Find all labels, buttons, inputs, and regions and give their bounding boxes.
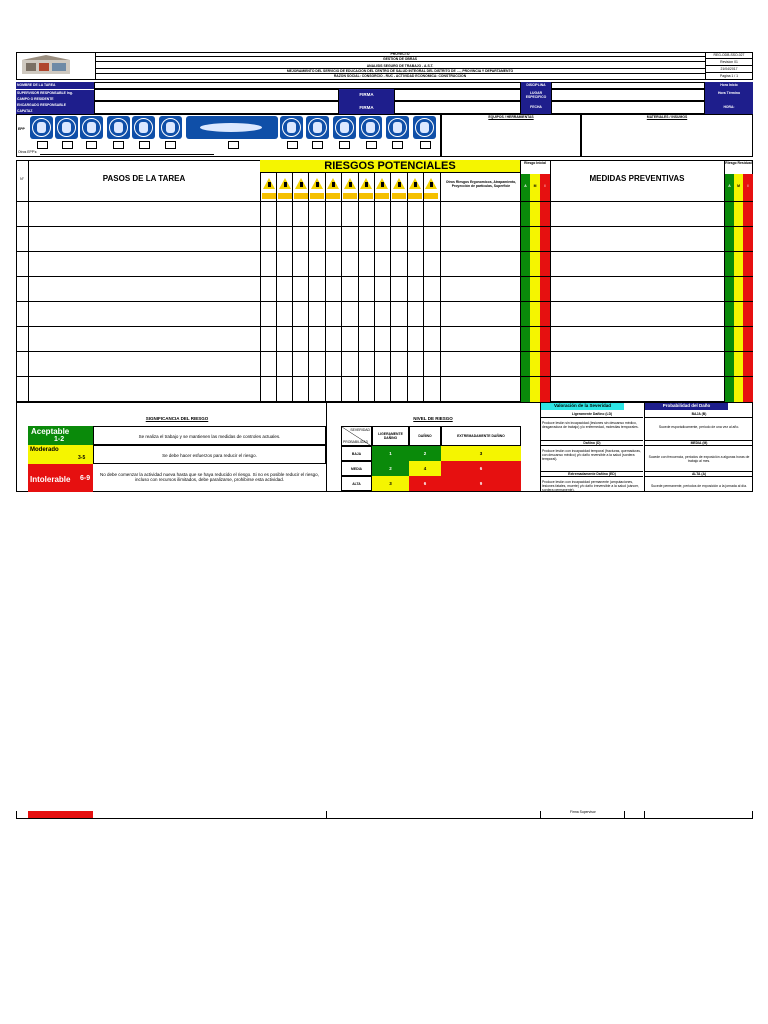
matrix-cell-6: 6: [441, 461, 521, 476]
discipline-field[interactable]: [551, 82, 705, 89]
severity-title: Valoración de la Severidad: [541, 403, 624, 410]
fire-hazard-icon: [344, 178, 357, 191]
hazard-label-8: [375, 193, 389, 199]
hazard-label-11: [424, 193, 438, 199]
responsible-label: ENCARGADO RESPONSABLE: [16, 102, 94, 108]
hz-div-1: [276, 173, 277, 402]
header-contractor: RAZON SOCIAL: CONSORCIO - RUC - ACTIVIDAD ECONOMICA: CONSTRUCCION: [333, 74, 467, 78]
matrix-row-baja: BAJA: [341, 446, 372, 461]
severity-d-label: Dañino (D): [541, 440, 643, 446]
matrix-col-ed: EXTREMADAMENTE DAÑINO: [441, 426, 521, 446]
firma-field-2[interactable]: [394, 101, 521, 114]
hazard-label-7: [359, 193, 373, 199]
num-col-header: N°: [20, 177, 24, 181]
epp-checkbox-7[interactable]: [228, 141, 239, 149]
probability-alta-label: ALTA (A): [645, 471, 753, 477]
epp-checkbox-6[interactable]: [165, 141, 176, 149]
resident-label: CAMPO O RESIDENTE: [16, 96, 94, 102]
falling-object-icon: [311, 178, 324, 191]
company-logo: [20, 54, 72, 78]
epp-checkbox-9[interactable]: [312, 141, 323, 149]
hazard-label-9: [392, 193, 406, 199]
footer-tick-2: [326, 811, 327, 818]
acceptable-text: Se realiza el trabajo y se mantienen las medidas de controles actuales.: [93, 426, 326, 445]
row-line-4: [16, 301, 753, 302]
epp-checkbox-10[interactable]: [339, 141, 350, 149]
welding-mask-icon: [333, 116, 356, 139]
face-shield-icon: [306, 116, 329, 139]
hour-label: HORA:: [705, 101, 753, 114]
matrix-cell-2: 2: [409, 446, 441, 461]
steps-col-header: PASOS DE LA TAREA: [102, 174, 186, 183]
footer-line: [16, 818, 753, 819]
residual-risk-m: M: [737, 184, 740, 188]
hazard-label-1: [262, 193, 276, 199]
electric-hazard-icon: [263, 178, 276, 191]
probability-media-text: Sucede con frecuencia, periodos de exposición a algunas horas de trabajo al mes.: [648, 455, 750, 463]
significance-intolerable: [28, 464, 93, 492]
probability-media-label: MEDIA (M): [645, 440, 753, 446]
matrix-cell-3: 3: [441, 446, 521, 461]
hazard-label-10: [408, 193, 422, 199]
initial-risk-a: A: [524, 184, 527, 188]
matrix-title: NIVEL DE RIESGO: [413, 416, 453, 421]
residual-risk-a-col: [725, 174, 734, 402]
respirator-icon: [132, 116, 155, 139]
cut-hazard-icon: [425, 178, 438, 191]
hz-div-6: [358, 173, 359, 402]
epp-checkbox-1[interactable]: [37, 141, 48, 149]
hz-div-4: [325, 173, 326, 402]
significance-title: SIGNIFICANCIA DEL RIESGO: [145, 416, 209, 421]
row-line-2: [16, 251, 753, 252]
hazard-label-5: [326, 193, 340, 199]
initial-risk-m: M: [533, 184, 537, 188]
hazard-label-4: [310, 193, 324, 199]
hazard-label-3: [294, 193, 308, 199]
matrix-cell-4: 2: [372, 461, 409, 476]
discipline-label: DISCIPLINA: [521, 82, 551, 89]
footer-red-block: [28, 811, 93, 818]
measures-left-divider: [550, 160, 551, 402]
epp-label: EPP: [18, 127, 25, 131]
probability-baja-text: Sucede esporádicamente, periodo de una vez al año.: [658, 425, 740, 429]
vest-icon: [359, 116, 382, 139]
matrix-row-alta: ALTA: [341, 476, 372, 491]
row-line-7: [16, 376, 753, 377]
supervisor-field[interactable]: [94, 89, 339, 101]
matrix-corner-bottom: PROBABILIDAD: [343, 440, 369, 444]
footer-tick-6: [752, 811, 753, 818]
boots-banner-icon: [186, 116, 278, 139]
epp-checkbox-12[interactable]: [392, 141, 403, 149]
row-line-6: [16, 351, 753, 352]
hz-div-2: [292, 173, 293, 402]
fall-hazard-icon: [279, 178, 292, 191]
matrix-col-ld: LIGERAMENTE DAÑINO: [372, 426, 409, 446]
harness-icon: [280, 116, 303, 139]
apron-icon: [413, 116, 436, 139]
row-line-5: [16, 326, 753, 327]
initial-risk-i-col: [540, 174, 550, 402]
header-form-title: ANALISIS SEGURO DE TRABAJO - A.S.T.: [95, 64, 705, 69]
moderate-range: 3-5: [78, 455, 86, 461]
moderate-text: Se debe hacer esfuerzos para reducir el riesgo.: [93, 445, 326, 464]
intolerable-range: 6-9: [80, 475, 91, 482]
toxic-hazard-icon: [376, 178, 389, 191]
other-epp-label: Otros EPP's:: [18, 150, 38, 154]
epp-checkbox-2[interactable]: [62, 141, 73, 149]
foreman-label: CAPATAZ: [16, 108, 94, 114]
task-name-label: NOMBRE DE LA TAREA: [16, 82, 94, 89]
coverall-icon: [386, 116, 409, 139]
matrix-cell-1: 1: [372, 446, 409, 461]
responsible-field[interactable]: [94, 101, 339, 114]
row-line-0: [16, 201, 753, 202]
steps-col-divider: [260, 160, 261, 402]
date-label: FECHA: [521, 101, 551, 114]
other-risks-header: Otros Riesgos Ergonomicos, Atrapamiento, Proyección de partículas, Superficie: [445, 180, 517, 188]
header-project: MEJORAMIENTO DEL SERVICIO DE EDUCACION DEL CENTRO DE SALUD INTEGRAL DEL DISTRITO DE ...., PROVINCIA Y DEPARTAMENTO: [95, 69, 705, 74]
significance-moderate: [28, 445, 93, 464]
header-area: GESTION DE OBRAS: [95, 57, 705, 62]
riesgos-title: RIESGOS POTENCIALES: [260, 160, 520, 173]
helmet-icon: [30, 116, 53, 139]
gloves-icon: [159, 116, 182, 139]
start-time-label: Hora Inicio: [705, 82, 753, 89]
hz-div-11: [440, 173, 441, 402]
noise-hazard-icon: [393, 178, 406, 191]
residual-risk-i: I: [747, 184, 749, 188]
header-page: Pagina 1 / 1: [719, 74, 739, 78]
initial-risk-i: I: [544, 184, 546, 188]
acceptable-label: Aceptable: [31, 427, 70, 436]
footer-note: Firma Supervisor: [570, 810, 596, 814]
measures-col-header: MEDIDAS PREVENTIVAS: [589, 174, 685, 183]
firma-label-2: FIRMA: [339, 101, 394, 114]
hz-div-10: [423, 173, 424, 402]
epp-checkbox-8[interactable]: [287, 141, 298, 149]
other-epp-line[interactable]: [40, 154, 214, 155]
ear-protection-icon: [80, 116, 103, 139]
matrix-cell-5: 4: [409, 461, 441, 476]
header-company: PROYECTO: [95, 52, 705, 57]
end-time-label: Hora Término: [705, 89, 753, 101]
header-code: REG-ODB-SSO-027: [705, 53, 753, 59]
residual-risk-m-col: [734, 174, 743, 402]
team-box[interactable]: [441, 114, 581, 157]
hz-div-7: [374, 173, 375, 402]
matrix-corner: [341, 426, 372, 446]
slip-hazard-icon: [295, 178, 308, 191]
epp-checkbox-13[interactable]: [420, 141, 431, 149]
hz-div-3: [308, 173, 309, 402]
residual-risk-a: A: [728, 184, 731, 188]
epp-checkbox-3[interactable]: [86, 141, 97, 149]
task-name-field[interactable]: [94, 82, 521, 89]
severity-ed-label: Extremadamente Dañino (ED): [541, 471, 643, 477]
footer-tick-1: [16, 811, 17, 818]
epp-checkbox-4[interactable]: [113, 141, 124, 149]
residual-risk-i-col: [743, 174, 753, 402]
epp-checkbox-5[interactable]: [139, 141, 150, 149]
footer-tick-3: [540, 811, 541, 818]
date-field[interactable]: [551, 101, 705, 114]
initial-risk-m-col: [530, 174, 540, 402]
intolerable-text: No debe comenzar la actividad nueva hasta que se haya reducido el riesgo. Si no es posible reducir el riesgo, incluso con recursos ilimitados, debe paralizarse, prohibirse esta actividad.: [100, 472, 319, 482]
tools-label: MATERIALES / INSUMOS: [646, 115, 688, 119]
row-line-1: [16, 226, 753, 227]
firma-label-1: FIRMA: [339, 89, 394, 101]
goggles-icon: [55, 116, 78, 139]
hz-div-9: [407, 173, 408, 402]
matrix-cell-7: 3: [372, 476, 409, 491]
severity-ld-label: Ligeramente Dañino (LD): [541, 412, 643, 418]
moderate-label: Moderado: [30, 447, 59, 453]
matrix-cell-9: 9: [441, 476, 521, 491]
matrix-cell-8: 6: [409, 476, 441, 491]
place-label: LUGAR ESPECIFICO: [521, 89, 551, 101]
acceptable-range: 1-2: [54, 436, 65, 443]
epp-checkbox-11[interactable]: [366, 141, 377, 149]
suspended-load-icon: [327, 178, 340, 191]
hazard-label-6: [343, 193, 357, 199]
initial-risk-header: Riesgo Inicial: [524, 161, 546, 165]
hazard-label-2: [278, 193, 292, 199]
header-revision: Revision 01: [705, 60, 753, 66]
matrix-row-media: MEDIA: [341, 461, 372, 476]
supervisor-label: SUPERVISOR RESPONSABLE Ing.: [16, 90, 94, 97]
team-label: EQUIPOS / HERRAMIENTAS: [488, 115, 534, 119]
residual-risk-header: Riesgo Residual: [725, 161, 752, 165]
severity-ed-text: Produce lesión con incapacidad permanente (amputaciones, lesiones fatales, muerte) y/o daño irreversible a la salud (cáncer, sordera permanente).: [542, 480, 639, 492]
probability-title: Probabilidad del Daño: [645, 403, 728, 410]
probability-alta-text: Sucede permanente, periodos de exposición a la jornada al día.: [651, 484, 747, 488]
firma-field-1[interactable]: [394, 89, 521, 101]
num-col-divider: [28, 160, 29, 402]
row-line-3: [16, 276, 753, 277]
biohazard-icon: [360, 178, 373, 191]
significance-acceptable: [28, 426, 93, 445]
place-field[interactable]: [551, 89, 705, 101]
severity-d-text: Produce lesión con incapacidad temporal (fracturas, quemaduras, con descanso médico) y/o daño reversible a la salud (sordera temporal).: [542, 449, 641, 461]
intolerable-label: Intolerable: [30, 475, 71, 484]
footer-tick-4: [624, 811, 625, 818]
hz-div-8: [390, 173, 391, 402]
matrix-col-d: DAÑINO: [409, 426, 441, 446]
tools-box[interactable]: [581, 114, 753, 157]
initial-risk-a-col: [521, 174, 530, 402]
pressure-hazard-icon: [409, 178, 422, 191]
footer-tick-5: [644, 811, 645, 818]
hz-div-5: [341, 173, 342, 402]
header-date: 21/04/2017: [705, 67, 753, 73]
severity-ld-text: Produce lesión sin incapacidad (lesiones sin descanso médico, desgarradura de trabajo) y/o enfermedad, molestias temporales.: [542, 421, 639, 429]
mask-icon: [107, 116, 130, 139]
probability-baja-label: BAJA (B): [645, 412, 753, 418]
logo-image: [20, 54, 72, 78]
matrix-corner-top: SEVERIDAD: [350, 428, 370, 432]
